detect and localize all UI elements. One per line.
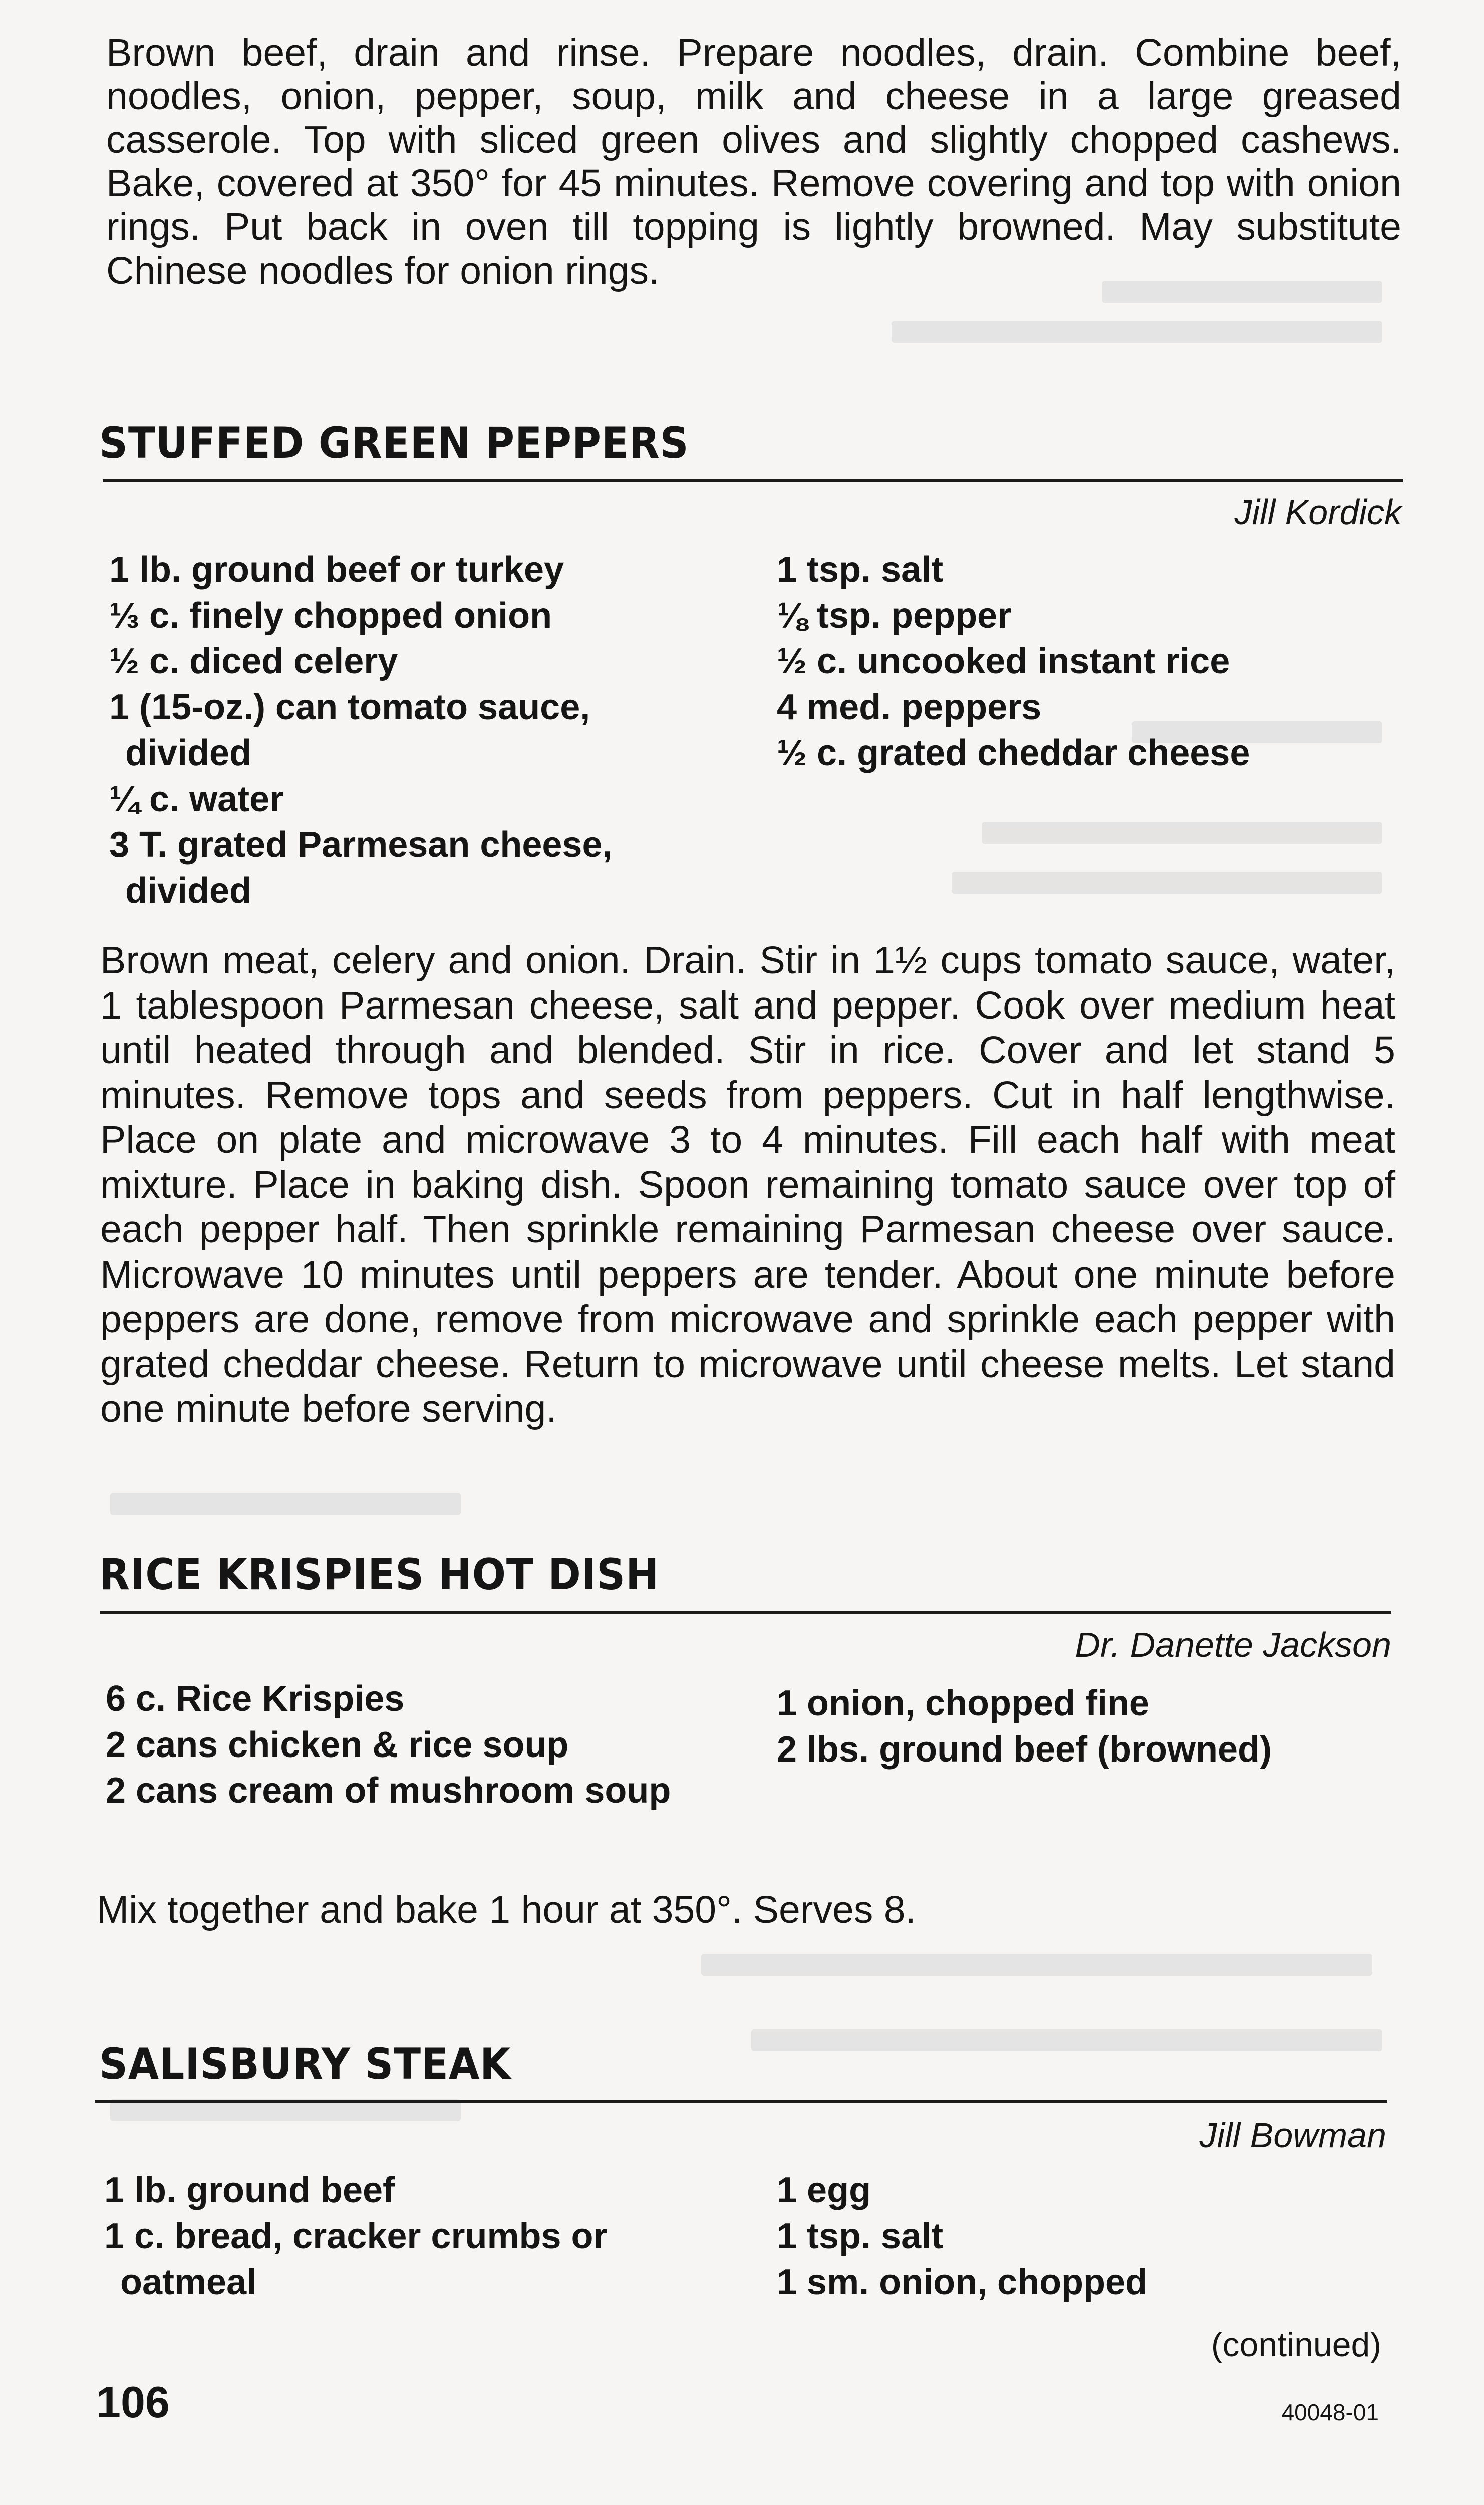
title-rule	[103, 479, 1403, 482]
ingredient-item: 1 lb. ground beef	[104, 2170, 395, 2210]
ingredient-item: 1 tsp. salt	[777, 550, 944, 590]
ingredient-item: ⅓ c. finely chopped onion	[109, 595, 552, 636]
print-code: 40048-01	[1281, 2399, 1379, 2425]
ingredient-item: 2 cans cream of mushroom soup	[106, 1771, 671, 1811]
intro-paragraph: Brown beef, drain and rinse. Prepare noodles, drain. Combine beef, noodles, onion, pepper, soup, milk and cheese in a large greased casserole. Top with sliced green olives and slightly chopped cashews. Bake, covered at 350° for 45 minutes. Remove covering and top with onion rings. Put back in oven till topping is lightly browned. May substitute Chinese noodles for onion rings.	[106, 31, 1401, 292]
title-rule	[100, 1611, 1391, 1614]
recipe-directions: Mix together and bake 1 hour at 350°. Serves 8.	[97, 1888, 916, 1931]
ingredient-list-right	[768, 2168, 1369, 2306]
ingredient-list-left	[95, 2168, 696, 2306]
ingredient-list-right	[768, 1681, 1394, 1773]
recipe-title: SALISBURY STEAK	[99, 2039, 511, 2089]
recipe-author: Jill Bowman	[1199, 2116, 1386, 2155]
ingredient-item: ¼ c. water	[109, 779, 284, 819]
ingredient-item: 2 cans chicken & rice soup	[106, 1724, 569, 1765]
ingredient-item: ½ c. uncooked instant rice	[777, 641, 1230, 681]
ingredient-item: 1 (15-oz.) can tomato sauce, divided	[109, 687, 590, 773]
ingredient-item: ⅛ tsp. pepper	[777, 595, 1012, 636]
ingredient-list-left	[100, 547, 701, 914]
ingredient-item: 4 med. peppers	[777, 687, 1042, 727]
ingredient-item: 1 c. bread, cracker crumbs or oatmeal	[104, 2216, 608, 2302]
ingredient-item: 1 sm. onion, chopped	[777, 2262, 1148, 2302]
recipe-author: Dr. Danette Jackson	[1075, 1625, 1391, 1664]
ingredient-list-right	[768, 547, 1394, 777]
ingredient-item: 2 lbs. ground beef (browned)	[777, 1729, 1272, 1770]
ingredient-item: 1 tsp. salt	[777, 2216, 944, 2257]
recipe-directions: Brown meat, celery and onion. Drain. Stir in 1½ cups tomato sauce, water, 1 tablespoon Parmesan cheese, salt and pepper. Cook over medium heat until heated through and blended. Stir in rice. Cover and let stand 5 minutes. Remove tops and seeds from peppers. Cut in half lengthwise. Place on plate and microwave 3 to 4 minutes. Fill each half with meat mixture. Place in baking dish. Spoon remaining tomato sauce over top of each pepper half. Then sprinkle remaining Parmesan cheese over sauce. Microwave 10 minutes until peppers are tender. About one minute before peppers are done, remove from microwave and sprinkle each pepper with grated cheddar cheese. Return to microwave until cheese melts. Let stand one minute before serving.	[100, 939, 1395, 1430]
ingredient-item: 1 egg	[777, 2170, 871, 2210]
ingredient-item: ½ c. diced celery	[109, 641, 398, 681]
ingredient-item: 1 lb. ground beef or turkey	[109, 550, 564, 590]
ingredient-item: 6 c. Rice Krispies	[106, 1679, 405, 1719]
title-rule	[95, 2100, 1387, 2103]
page-number: 106	[96, 2377, 170, 2427]
ingredient-item: 1 onion, chopped fine	[777, 1683, 1149, 1723]
recipe-title: RICE KRISPIES HOT DISH	[99, 1550, 660, 1600]
continued-label: (continued)	[1211, 2326, 1381, 2364]
recipe-author: Jill Kordick	[1234, 492, 1402, 532]
ingredient-list-left	[97, 1676, 723, 1814]
ingredient-item: ½ c. grated cheddar cheese	[777, 733, 1250, 773]
ingredient-item: 3 T. grated Parmesan cheese, divided	[109, 825, 613, 911]
recipe-title: STUFFED GREEN PEPPERS	[99, 418, 689, 468]
